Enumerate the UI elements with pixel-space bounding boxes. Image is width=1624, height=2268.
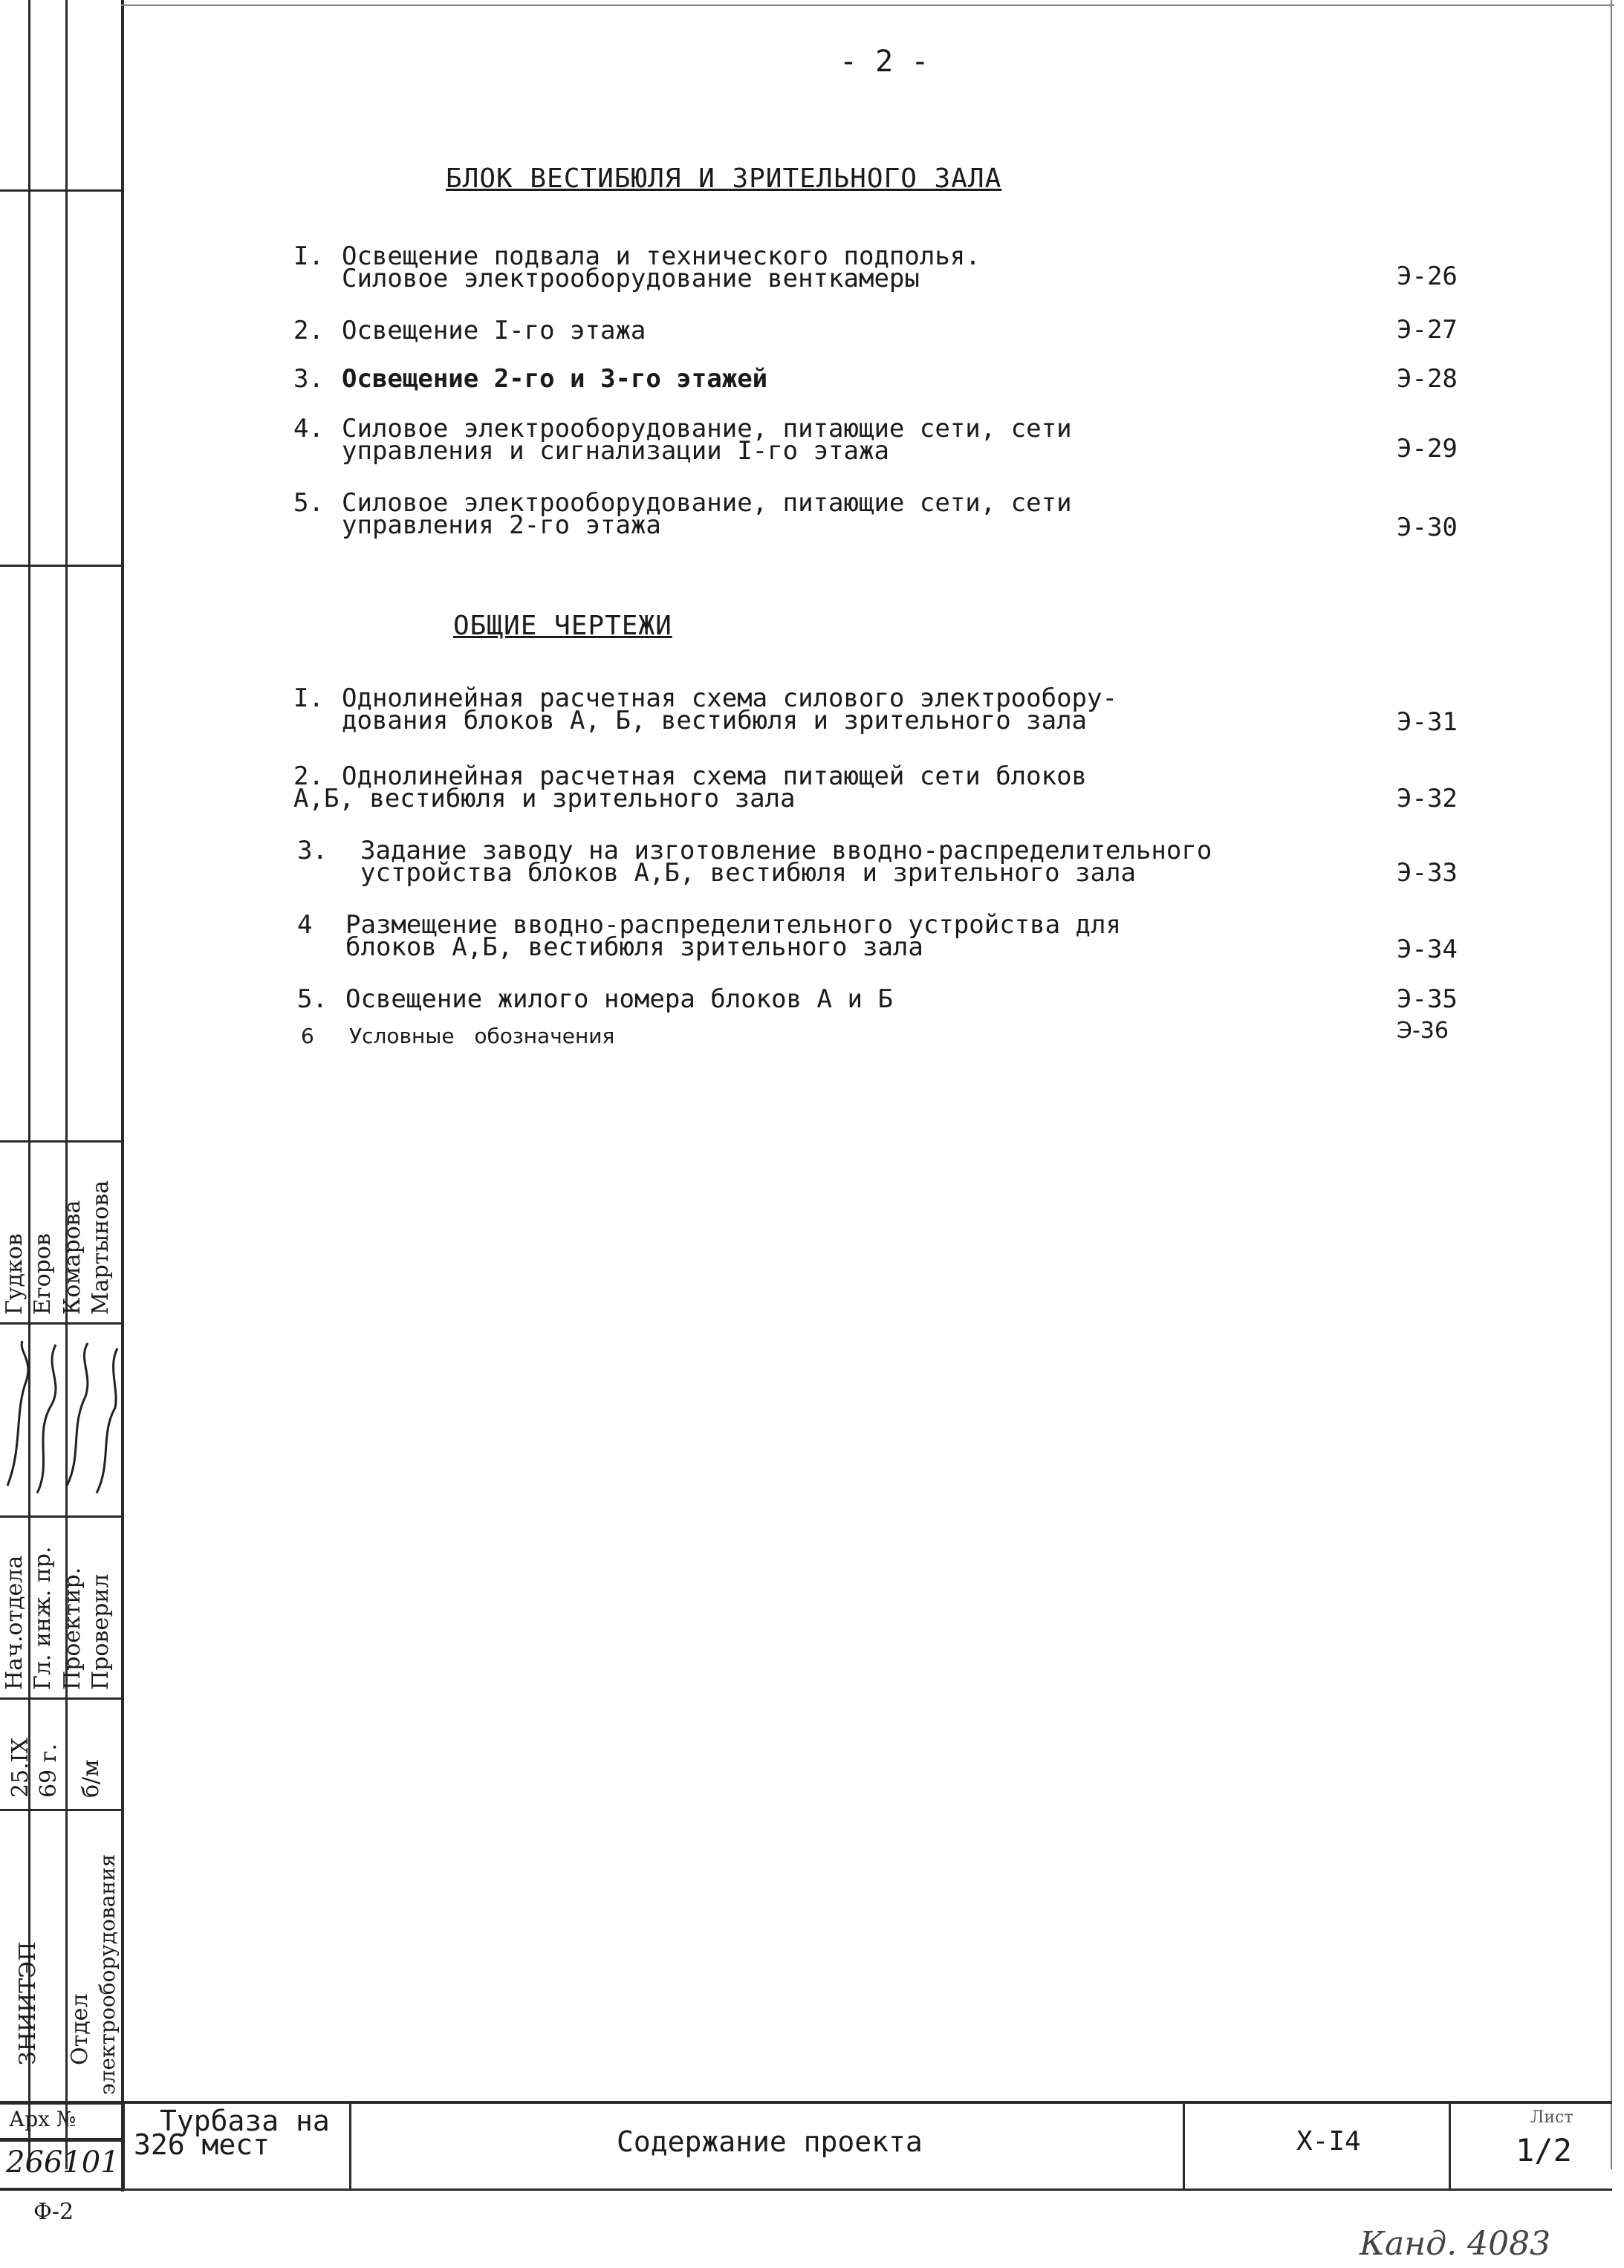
frame-top-line [121, 4, 1614, 6]
item-text-line1: Условные обозначения [349, 1024, 615, 1048]
item-text-line1: Освещение 2-го и 3-го этажей [342, 364, 768, 394]
item-number: 2. [293, 316, 324, 345]
project-name-line2: 326 мест [134, 2128, 270, 2161]
drawing-code: Э-36 [1397, 1018, 1449, 1044]
name-checker: Мартынова [88, 1180, 114, 1315]
role-checker: Проверил [88, 1573, 114, 1690]
item-text-line1: Силовое электрооборудование, питающие сети, сети [342, 488, 1072, 518]
drawing-code: Э-31 [1397, 707, 1458, 737]
item-text-line1: Освещение I-го этажа [342, 316, 646, 345]
item-number: 6 [301, 1024, 314, 1048]
stamp-dept-line2: электрооборудования [95, 1853, 120, 2095]
sheet-title: Содержание проекта [617, 2125, 923, 2158]
sidebar-divider [0, 1515, 123, 1518]
frame-right-line [1611, 0, 1612, 2169]
item-number: 3. [297, 836, 328, 865]
title-block-divider [349, 2101, 351, 2190]
name-chief: Гудков [1, 1233, 27, 1315]
drawing-code: Э-27 [1397, 315, 1458, 345]
role-chief-engineer: Гл. инж. пр. [30, 1546, 56, 1690]
item-text-line2: управления и сигнализации I-го этажа [342, 436, 889, 466]
arch-value: 266101 [6, 2145, 120, 2180]
section1-heading: БЛОК ВЕСТИБЮЛЯ И ЗРИТЕЛЬНОГО ЗАЛА [446, 163, 1002, 194]
sidebar-divider [0, 565, 123, 567]
drawing-code: Э-29 [1397, 434, 1458, 464]
item-number: 5. [297, 984, 328, 1014]
project-code: Х-I4 [1296, 2126, 1361, 2157]
item-number: 4 [297, 910, 313, 940]
arch-divider [0, 2138, 123, 2139]
stamp-date-1: 25.IX [7, 1738, 33, 1798]
item-text-line1: Однолинейная расчетная схема силового электрообору- [342, 683, 1117, 713]
item-text-line2: управления 2-го этажа [342, 510, 661, 540]
sidebar-divider [0, 2139, 123, 2142]
item-number: 4. [293, 414, 324, 443]
name-designer: Комарова [59, 1200, 85, 1315]
arch-label: Арх № [9, 2107, 77, 2131]
frame-left-line-1 [28, 0, 30, 2169]
sidebar-divider [0, 1322, 123, 1325]
item-text-line2: А,Б, вестибюля и зрительного зала [293, 784, 796, 813]
title-block-divider [1449, 2101, 1451, 2190]
drawing-code: Э-33 [1397, 858, 1458, 888]
title-block-bottom [0, 2189, 1612, 2191]
sheet-number: 1/2 [1516, 2132, 1572, 2168]
item-number: 2. [293, 761, 324, 791]
stamp-dept-line1: Отдел [67, 1993, 93, 2065]
item-number: 5. [293, 488, 324, 518]
item-text-line1: Освещение жилого номера блоков А и Б [345, 984, 893, 1014]
drawing-code: Э-35 [1397, 984, 1458, 1014]
item-number: I. [293, 683, 324, 713]
item-text-line1: Задание заводу на изготовление вводно-распределительного [360, 836, 1212, 865]
sheet-label: Лист [1530, 2108, 1573, 2127]
signatures-graphic [0, 1337, 123, 1508]
project-name-line1: Турбаза на [160, 2105, 330, 2137]
drawing-code: Э-26 [1397, 261, 1458, 291]
sidebar-divider [0, 189, 123, 192]
stamp-date-2: 69 г. [36, 1744, 62, 1798]
role-chief: Нач.отдела [1, 1555, 27, 1690]
sidebar-divider [0, 1140, 123, 1143]
frame-left-line-3 [121, 0, 124, 2191]
sidebar-divider [0, 1809, 123, 1811]
item-text-line1: Силовое электрооборудование, питающие сети, сети [342, 414, 1072, 443]
drawing-code: Э-30 [1397, 513, 1458, 542]
item-number: 3. [293, 364, 324, 394]
item-text-line1: Размещение вводно-распределительного устройства для [345, 910, 1121, 940]
form-number: Ф-2 [33, 2199, 74, 2225]
name-chief-engineer: Егоров [30, 1233, 56, 1315]
title-block-top [0, 2101, 1612, 2104]
page-number: - 2 - [839, 45, 929, 79]
item-text-line2: дования блоков А, Б, вестибюля и зрительного зала [342, 706, 1088, 735]
item-text-line2: блоков А,Б, вестибюля зрительного зала [345, 932, 923, 962]
stamp-dept-code: б/м [78, 1759, 104, 1798]
sidebar-divider [0, 1697, 123, 1700]
item-text-line1: Однолинейная расчетная схема питающей сети блоков [342, 761, 1088, 791]
section2-heading: ОБЩИЕ ЧЕРТЕЖИ [453, 611, 672, 641]
item-text-line2: устройства блоков А,Б, вестибюля и зрительного зала [360, 858, 1136, 888]
item-number: I. [293, 241, 324, 271]
title-block-divider [123, 2101, 125, 2190]
item-text-line2: Силовое электрооборудование венткамеры [342, 264, 920, 293]
drawing-code: Э-32 [1397, 784, 1458, 813]
drawing-code: Э-34 [1397, 935, 1458, 964]
inventory-number: Канд. 4083 [1360, 2225, 1551, 2263]
stamp-org: ЗНИИТЭП [15, 1941, 41, 2065]
item-text-line1: Освещение подвала и технического подполья. [342, 241, 981, 271]
frame-left-line-2 [65, 0, 68, 2169]
drawing-code: Э-28 [1397, 364, 1458, 394]
role-designer: Проектир. [59, 1567, 85, 1690]
title-block-divider [1183, 2101, 1185, 2190]
